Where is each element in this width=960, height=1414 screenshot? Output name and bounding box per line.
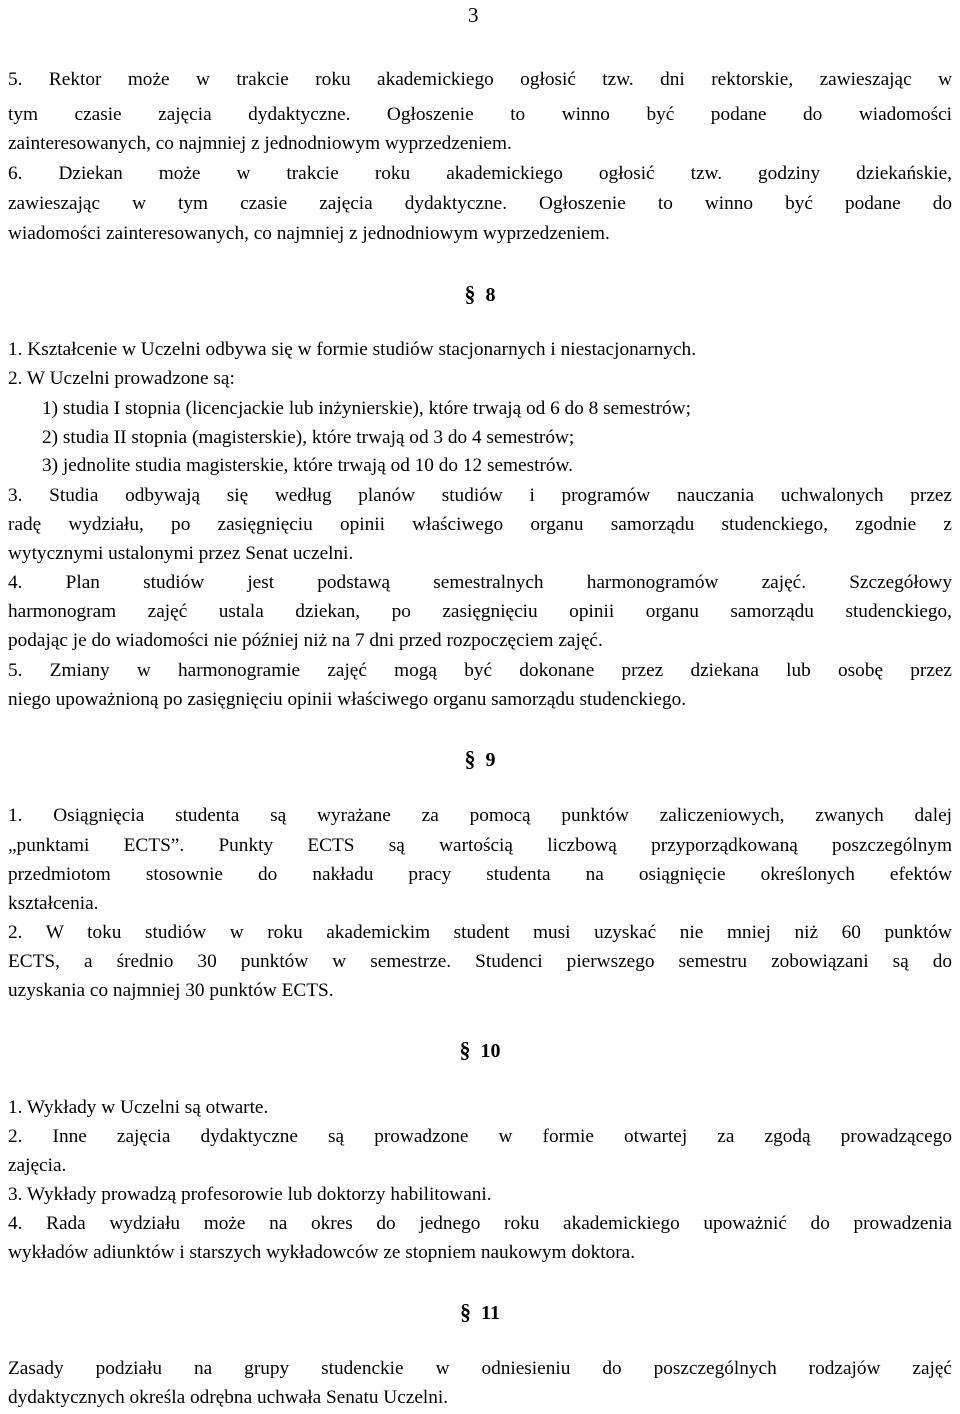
text-line: uzyskania co najmniej 30 punktów ECTS. <box>8 980 334 1001</box>
section-number: 8 <box>485 284 496 306</box>
text-line: wykładów adiunktów i starszych wykładowców ze stopniem naukowym doktora. <box>8 1242 636 1263</box>
text-line: 3. Studia odbywają się według planów studiów i programów nauczania uchwalonych przez <box>8 485 952 506</box>
text-line: 2. W toku studiów w roku akademickim student musi uzyskać nie mniej niż 60 punktów <box>8 922 952 943</box>
paragraph-sign: § <box>460 1299 472 1324</box>
section-heading-11 <box>0 1298 960 1327</box>
text-line: zainteresowanych, co najmniej z jednodniowym wyprzedzeniem. <box>8 133 512 154</box>
text-line: harmonogram zajęć ustala dziekan, po zasięgnięciu opinii organu samorządu studenckiego, <box>8 601 952 622</box>
text-line: „punktami ECTS”. Punkty ECTS są wartością liczbową przyporządkowaną poszczególnym <box>8 835 952 856</box>
page-number: 3 <box>468 3 479 27</box>
section-number: 11 <box>481 1302 500 1324</box>
text-line: radę wydziału, po zasięgnięciu opinii właściwego organu samorządu studenckiego, zgodnie z <box>8 514 952 535</box>
section-number: 9 <box>485 749 496 771</box>
section-heading-10 <box>0 1036 960 1065</box>
list-item: 3) jednolite studia magisterskie, które trwają od 10 do 12 semestrów. <box>42 455 574 476</box>
paragraph-sign: § <box>459 1037 471 1062</box>
text-line: ECTS, a średnio 30 punktów w semestrze. Studenci pierwszego semestru zobowiązani są do <box>8 951 952 972</box>
text-line: 4. Rada wydziału może na okres do jednego roku akademickiego upoważnić do prowadzenia <box>8 1213 952 1234</box>
section-number: 10 <box>480 1040 501 1062</box>
text-line: niego upoważnioną po zasięgnięciu opinii właściwego organu samorządu studenckiego. <box>8 689 687 710</box>
text-line: 1. Kształcenie w Uczelni odbywa się w formie studiów stacjonarnych i niestacjonarnych. <box>8 339 697 360</box>
section-heading-9 <box>0 745 960 774</box>
text-line: wytycznymi ustalonymi przez Senat uczelni. <box>8 543 354 564</box>
text-line: kształcenia. <box>8 893 99 914</box>
text-line: tym czasie zajęcia dydaktyczne. Ogłoszenie to winno być podane do wiadomości <box>8 104 952 125</box>
text-line: przedmiotom stosownie do nakładu pracy studenta na osiągnięcie określonych efektów <box>8 864 952 885</box>
list-item: 2) studia II stopnia (magisterskie), które trwają od 3 do 4 semestrów; <box>42 427 575 448</box>
text-line: 4. Plan studiów jest podstawą semestralnych harmonogramów zajęć. Szczegółowy <box>8 572 952 593</box>
list-item: 1) studia I stopnia (licencjackie lub inżynierskie), które trwają od 6 do 8 semestrów; <box>42 398 691 419</box>
section-heading-8 <box>0 280 960 309</box>
paragraph-sign: § <box>464 281 476 306</box>
text-line: zajęcia. <box>8 1155 67 1176</box>
text-line: Zasady podziału na grupy studenckie w odniesieniu do poszczególnych rodzajów zajęć <box>8 1358 952 1379</box>
text-line: podając je do wiadomości nie później niż na 7 dni przed rozpoczęciem zajęć. <box>8 630 603 651</box>
text-line: 1. Osiągnięcia studenta są wyrażane za pomocą punktów zaliczeniowych, zwanych dalej <box>8 805 952 826</box>
paragraph-sign: § <box>464 746 476 771</box>
text-line: 2. W Uczelni prowadzone są: <box>8 368 235 389</box>
text-line: zawieszając w tym czasie zajęcia dydaktyczne. Ogłoszenie to winno być podane do <box>8 193 952 214</box>
text-line: 3. Wykłady prowadzą profesorowie lub doktorzy habilitowani. <box>8 1184 492 1205</box>
text-line: 6. Dziekan może w trakcie roku akademickiego ogłosić tzw. godziny dziekańskie, <box>8 163 952 184</box>
text-line: dydaktycznych określa odrębna uchwała Senatu Uczelni. <box>8 1387 449 1408</box>
text-line: wiadomości zainteresowanych, co najmniej z jednodniowym wyprzedzeniem. <box>8 223 610 244</box>
text-line: 5. Rektor może w trakcie roku akademickiego ogłosić tzw. dni rektorskie, zawieszając w <box>8 69 952 90</box>
text-line: 1. Wykłady w Uczelni są otwarte. <box>8 1097 269 1118</box>
text-line: 5. Zmiany w harmonogramie zajęć mogą być dokonane przez dziekana lub osobę przez <box>8 660 952 681</box>
text-line: 2. Inne zajęcia dydaktyczne są prowadzone w formie otwartej za zgodą prowadzącego <box>8 1126 952 1147</box>
